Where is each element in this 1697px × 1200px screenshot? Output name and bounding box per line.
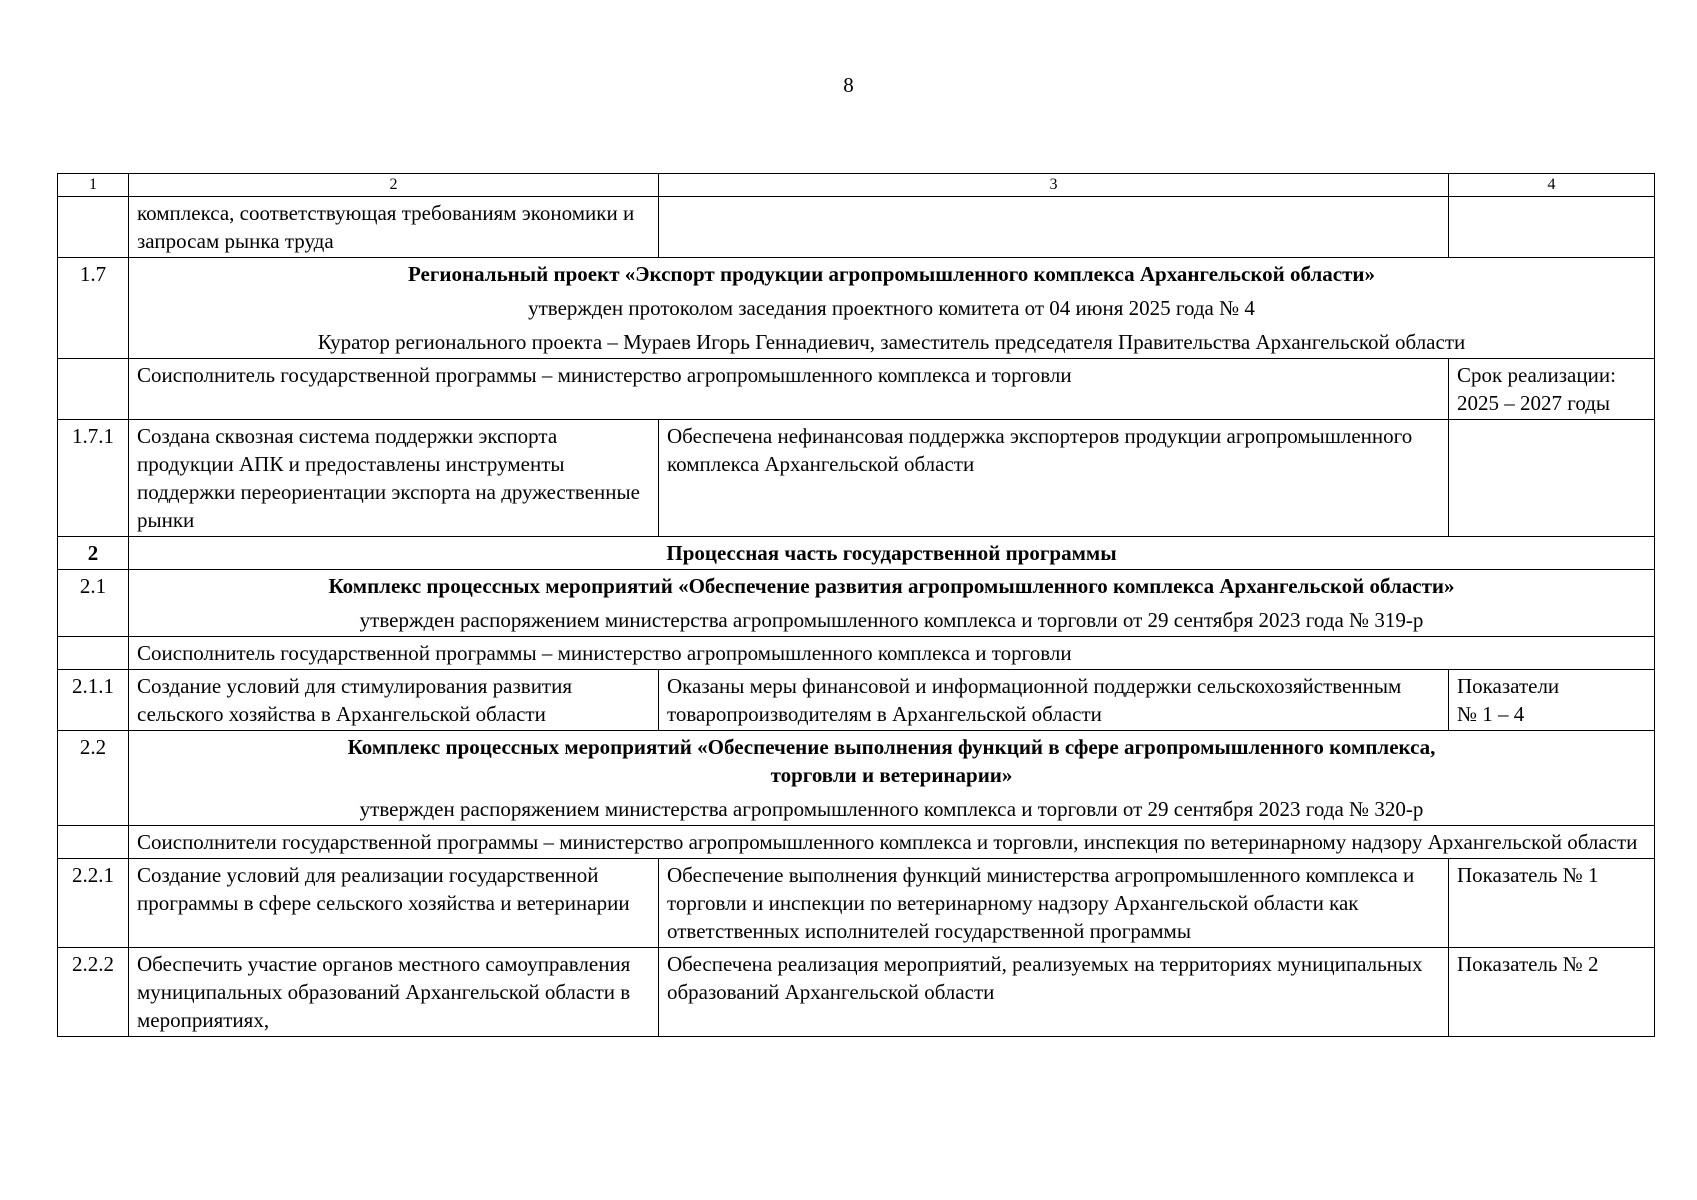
process-complex-header-cell: [129, 570, 1655, 637]
task-cell: комплекса, соответствующая требованиям экономики и запросам рынка труда: [129, 197, 659, 258]
row-number-cell: [58, 826, 129, 859]
co-executor-row: [58, 359, 1655, 420]
process-complex-header-row: [58, 570, 1655, 637]
column-number-row: [58, 174, 1655, 197]
project-header-row: [58, 258, 1655, 359]
indicator-link-cell: [1449, 197, 1655, 258]
row-number-cell: [58, 197, 129, 258]
row-number: 2.2: [58, 731, 129, 826]
effect-cell: [659, 197, 1449, 258]
page-number: 8: [843, 73, 854, 97]
project-approval-note: утвержден протоколом заседания проектного комитета от 04 июня 2025 года № 4: [528, 296, 1255, 320]
column-number: 3: [659, 174, 1449, 197]
task-cell: Создание условий для стимулирования развития сельского хозяйства в Архангельской области: [129, 670, 659, 731]
row-number-cell: [58, 637, 129, 670]
effect-cell: Обеспечение выполнения функций министерства агропромышленного комплекса и торговли и инспекции по ветеринарному надзору Архангельской области как ответственных исполнителей государственной программы: [659, 859, 1449, 948]
project-title: Региональный проект «Экспорт продукции агропромышленного комплекса Архангельской области»: [408, 262, 1375, 286]
section-title: Процессная часть государственной программы: [129, 537, 1655, 570]
effect-cell: Оказаны меры финансовой и информационной поддержки сельскохозяйственным товаропроизводителям в Архангельской области: [659, 670, 1449, 731]
implementation-term: Срок реализации: 2025 – 2027 годы: [1449, 359, 1655, 420]
project-header-cell: [129, 258, 1655, 359]
column-number: 4: [1449, 174, 1655, 197]
process-complex-approval-note: утвержден распоряжением министерства агропромышленного комплекса и торговли от 29 сентября 2023 года № 319-р: [359, 608, 1424, 632]
section-header-row: [58, 537, 1655, 570]
process-complex-title: Комплекс процессных мероприятий «Обеспечение развития агропромышленного комплекса Архангельской области»: [328, 574, 1455, 598]
column-number: 1: [58, 174, 129, 197]
row-number-cell: [58, 359, 129, 420]
row-number: 2.1.1: [58, 670, 129, 731]
row-number: 2.1: [58, 570, 129, 637]
process-complex-approval-note: утвержден распоряжением министерства агропромышленного комплекса и торговли от 29 сентября 2023 года № 320-р: [359, 797, 1424, 821]
co-executor-text: Соисполнитель государственной программы – министерство агропромышленного комплекса и торговли: [129, 359, 1449, 420]
row-number: 1.7: [58, 258, 129, 359]
table-row: [58, 948, 1655, 1037]
co-executor-text: Соисполнители государственной программы – министерство агропромышленного комплекса и торговли, инспекция по ветеринарному надзору Архангельской области: [129, 826, 1655, 859]
indicator-link-cell: [1449, 420, 1655, 537]
process-complex-title: торговли и ветеринарии»: [770, 763, 1013, 787]
column-number: 2: [129, 174, 659, 197]
table-row: [58, 670, 1655, 731]
table-row: [58, 420, 1655, 537]
process-complex-title: Комплекс процессных мероприятий «Обеспечение выполнения функций в сфере агропромышленного комплекса,: [347, 735, 1436, 759]
row-number: 2: [58, 537, 129, 570]
table-row: [58, 197, 1655, 258]
effect-cell: Обеспечена нефинансовая поддержка экспортеров продукции агропромышленного комплекса Архангельской области: [659, 420, 1449, 537]
row-number: 1.7.1: [58, 420, 129, 537]
task-cell: Создана сквозная система поддержки экспорта продукции АПК и предоставлены инструменты поддержки переориентации экспорта на дружественные рынки: [129, 420, 659, 537]
row-number: 2.2.2: [58, 948, 129, 1037]
row-number: 2.2.1: [58, 859, 129, 948]
process-complex-header-row: [58, 731, 1655, 826]
co-executor-row: [58, 637, 1655, 670]
indicator-link-cell: Показатель № 1: [1449, 859, 1655, 948]
indicator-link-line: № 1 – 4: [1457, 702, 1525, 726]
indicator-link-line: Показатели: [1457, 674, 1560, 698]
effect-cell: Обеспечена реализация мероприятий, реализуемых на территориях муниципальных образований Архангельской области: [659, 948, 1449, 1037]
task-cell: Создание условий для реализации государственной программы в сфере сельского хозяйства и ветеринарии: [129, 859, 659, 948]
project-curator: Куратор регионального проекта – Мураев Игорь Геннадиевич, заместитель председателя Правительства Архангельской области: [317, 330, 1466, 354]
task-cell: Обеспечить участие органов местного самоуправления муниципальных образований Архангельской области в мероприятиях,: [129, 948, 659, 1037]
indicator-link-cell: Показатель № 2: [1449, 948, 1655, 1037]
co-executor-row: [58, 826, 1655, 859]
co-executor-text: Соисполнитель государственной программы – министерство агропромышленного комплекса и торговли: [129, 637, 1655, 670]
indicator-link-cell: [1449, 670, 1655, 731]
program-structure-table: [57, 173, 1655, 1037]
table-row: [58, 859, 1655, 948]
process-complex-header-cell: [129, 731, 1655, 826]
